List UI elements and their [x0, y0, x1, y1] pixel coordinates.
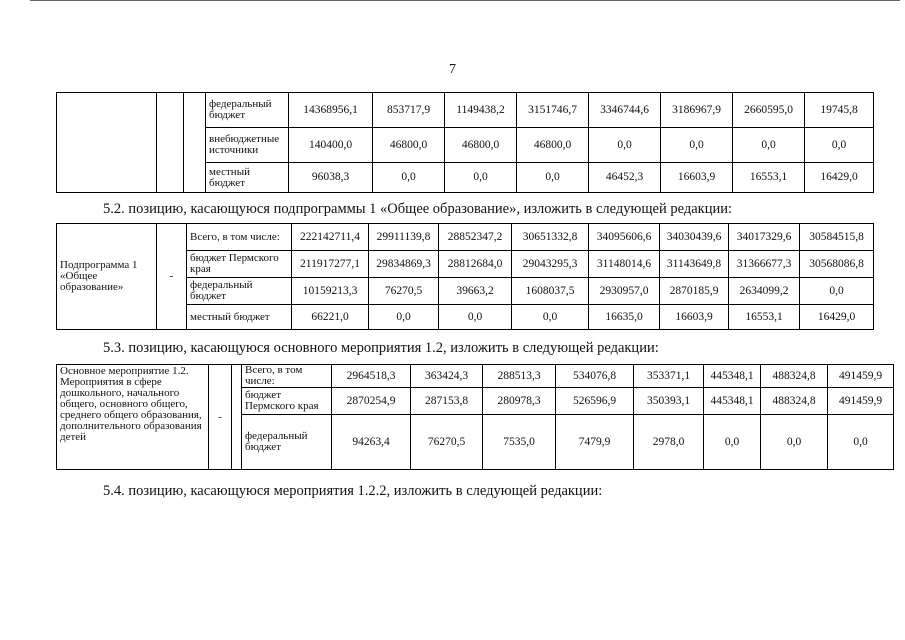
page-number: 7: [449, 62, 456, 77]
source-cell: федеральный бюджет: [242, 415, 332, 470]
source-cell: бюджет Пермского края: [187, 251, 292, 278]
instruction-paragraph: 5.2. позицию, касающуюся подпрограммы 1 «Общее образование», изложить в следующей редакции:: [103, 201, 733, 217]
value-cell: 16429,0: [800, 305, 874, 330]
value-cell: 445348,1: [704, 365, 761, 388]
value-cell: 30568086,8: [800, 251, 874, 278]
value-cell: 66221,0: [292, 305, 369, 330]
value-cell: 16429,0: [805, 163, 874, 193]
value-cell: 14368956,1: [289, 93, 373, 128]
value-cell: 96038,3: [289, 163, 373, 193]
instruction-paragraph: 5.3. позицию, касающуюся основного мероприятия 1.2, изложить в следующей редакции:: [103, 340, 659, 356]
value-cell: 853717,9: [373, 93, 445, 128]
value-cell: 488324,8: [761, 365, 828, 388]
value-cell: 16635,0: [589, 305, 660, 330]
value-cell: 0,0: [589, 128, 661, 163]
value-cell: 19745,8: [805, 93, 874, 128]
value-cell: 0,0: [512, 305, 589, 330]
source-cell: федеральный бюджет: [206, 93, 289, 128]
value-cell: 2870185,9: [660, 278, 729, 305]
value-cell: 0,0: [805, 128, 874, 163]
top-rule: [30, 0, 900, 1]
subprogram-table: [56, 223, 874, 330]
value-cell: 363424,3: [411, 365, 483, 388]
value-cell: 3346744,6: [589, 93, 661, 128]
value-cell: 0,0: [439, 305, 512, 330]
value-cell: 46452,3: [589, 163, 661, 193]
value-cell: 445348,1: [704, 388, 761, 415]
value-cell: 76270,5: [369, 278, 439, 305]
activity-name-cell: Основное мероприятие 1.2. Мероприятия в сфере дошкольного, начального общего, основного общего, среднего общего образования, дополнительного образования детей: [57, 365, 209, 470]
value-cell: 2870254,9: [332, 388, 411, 415]
value-cell: 288513,3: [483, 365, 556, 388]
value-cell: 280978,3: [483, 388, 556, 415]
value-cell: 2930957,0: [589, 278, 660, 305]
value-cell: 76270,5: [411, 415, 483, 470]
value-cell: 46800,0: [445, 128, 517, 163]
source-cell: Всего, в том числе:: [242, 365, 332, 388]
value-cell: 7479,9: [556, 415, 634, 470]
value-cell: 7535,0: [483, 415, 556, 470]
value-cell: 28852347,2: [439, 224, 512, 251]
value-cell: 31148014,6: [589, 251, 660, 278]
instruction-paragraph: 5.4. позицию, касающуюся мероприятия 1.2.2, изложить в следующей редакции:: [103, 483, 603, 499]
value-cell: 16603,9: [661, 163, 733, 193]
value-cell: 488324,8: [761, 388, 828, 415]
value-cell: 29911139,8: [369, 224, 439, 251]
value-cell: 491459,9: [828, 388, 894, 415]
value-cell: 30651332,8: [512, 224, 589, 251]
value-cell: 0,0: [828, 415, 894, 470]
value-cell: 0,0: [517, 163, 589, 193]
value-cell: 0,0: [800, 278, 874, 305]
value-cell: 353371,1: [634, 365, 704, 388]
value-cell: 3151746,7: [517, 93, 589, 128]
value-cell: 34030439,6: [660, 224, 729, 251]
value-cell: 16553,1: [733, 163, 805, 193]
dash-cell: -: [157, 224, 187, 330]
value-cell: 526596,9: [556, 388, 634, 415]
source-cell: местный бюджет: [187, 305, 292, 330]
value-cell: 350393,1: [634, 388, 704, 415]
value-cell: 30584515,8: [800, 224, 874, 251]
value-cell: 46800,0: [517, 128, 589, 163]
source-cell: Всего, в том числе:: [187, 224, 292, 251]
value-cell: 46800,0: [373, 128, 445, 163]
table-row: [57, 224, 874, 251]
value-cell: 2978,0: [634, 415, 704, 470]
value-cell: 211917277,1: [292, 251, 369, 278]
value-cell: 16553,1: [729, 305, 800, 330]
value-cell: 0,0: [704, 415, 761, 470]
value-cell: 287153,8: [411, 388, 483, 415]
value-cell: 29043295,3: [512, 251, 589, 278]
value-cell: 34017329,6: [729, 224, 800, 251]
value-cell: 2634099,2: [729, 278, 800, 305]
value-cell: 1608037,5: [512, 278, 589, 305]
subprogram-name-cell: Подпрограмма 1 «Общее образование»: [57, 224, 157, 330]
name-cell: [57, 93, 157, 193]
source-cell: федеральный бюджет: [187, 278, 292, 305]
value-cell: 2964518,3: [332, 365, 411, 388]
value-cell: 34095606,6: [589, 224, 660, 251]
value-cell: 0,0: [445, 163, 517, 193]
source-cell: бюджет Пермского края: [242, 388, 332, 415]
value-cell: 0,0: [373, 163, 445, 193]
blank-cell: [232, 365, 242, 470]
source-cell: местный бюджет: [206, 163, 289, 193]
value-cell: 222142711,4: [292, 224, 369, 251]
value-cell: 1149438,2: [445, 93, 517, 128]
dash-cell: -: [209, 365, 232, 470]
table-row: [57, 365, 894, 388]
value-cell: 491459,9: [828, 365, 894, 388]
funding-table-continued: [56, 92, 874, 193]
source-cell: внебюджетные источники: [206, 128, 289, 163]
value-cell: 2660595,0: [733, 93, 805, 128]
value-cell: 31366677,3: [729, 251, 800, 278]
value-cell: 140400,0: [289, 128, 373, 163]
value-cell: 0,0: [733, 128, 805, 163]
value-cell: 39663,2: [439, 278, 512, 305]
value-cell: 10159213,3: [292, 278, 369, 305]
value-cell: 0,0: [661, 128, 733, 163]
value-cell: 94263,4: [332, 415, 411, 470]
value-cell: 16603,9: [660, 305, 729, 330]
value-cell: 28812684,0: [439, 251, 512, 278]
table-row: [57, 93, 874, 128]
value-cell: 0,0: [369, 305, 439, 330]
value-cell: 3186967,9: [661, 93, 733, 128]
value-cell: 31143649,8: [660, 251, 729, 278]
value-cell: 0,0: [761, 415, 828, 470]
activity-table: [56, 364, 894, 470]
value-cell: 534076,8: [556, 365, 634, 388]
value-cell: 29834869,3: [369, 251, 439, 278]
dash-cell: [157, 93, 184, 193]
blank-cell: [184, 93, 206, 193]
